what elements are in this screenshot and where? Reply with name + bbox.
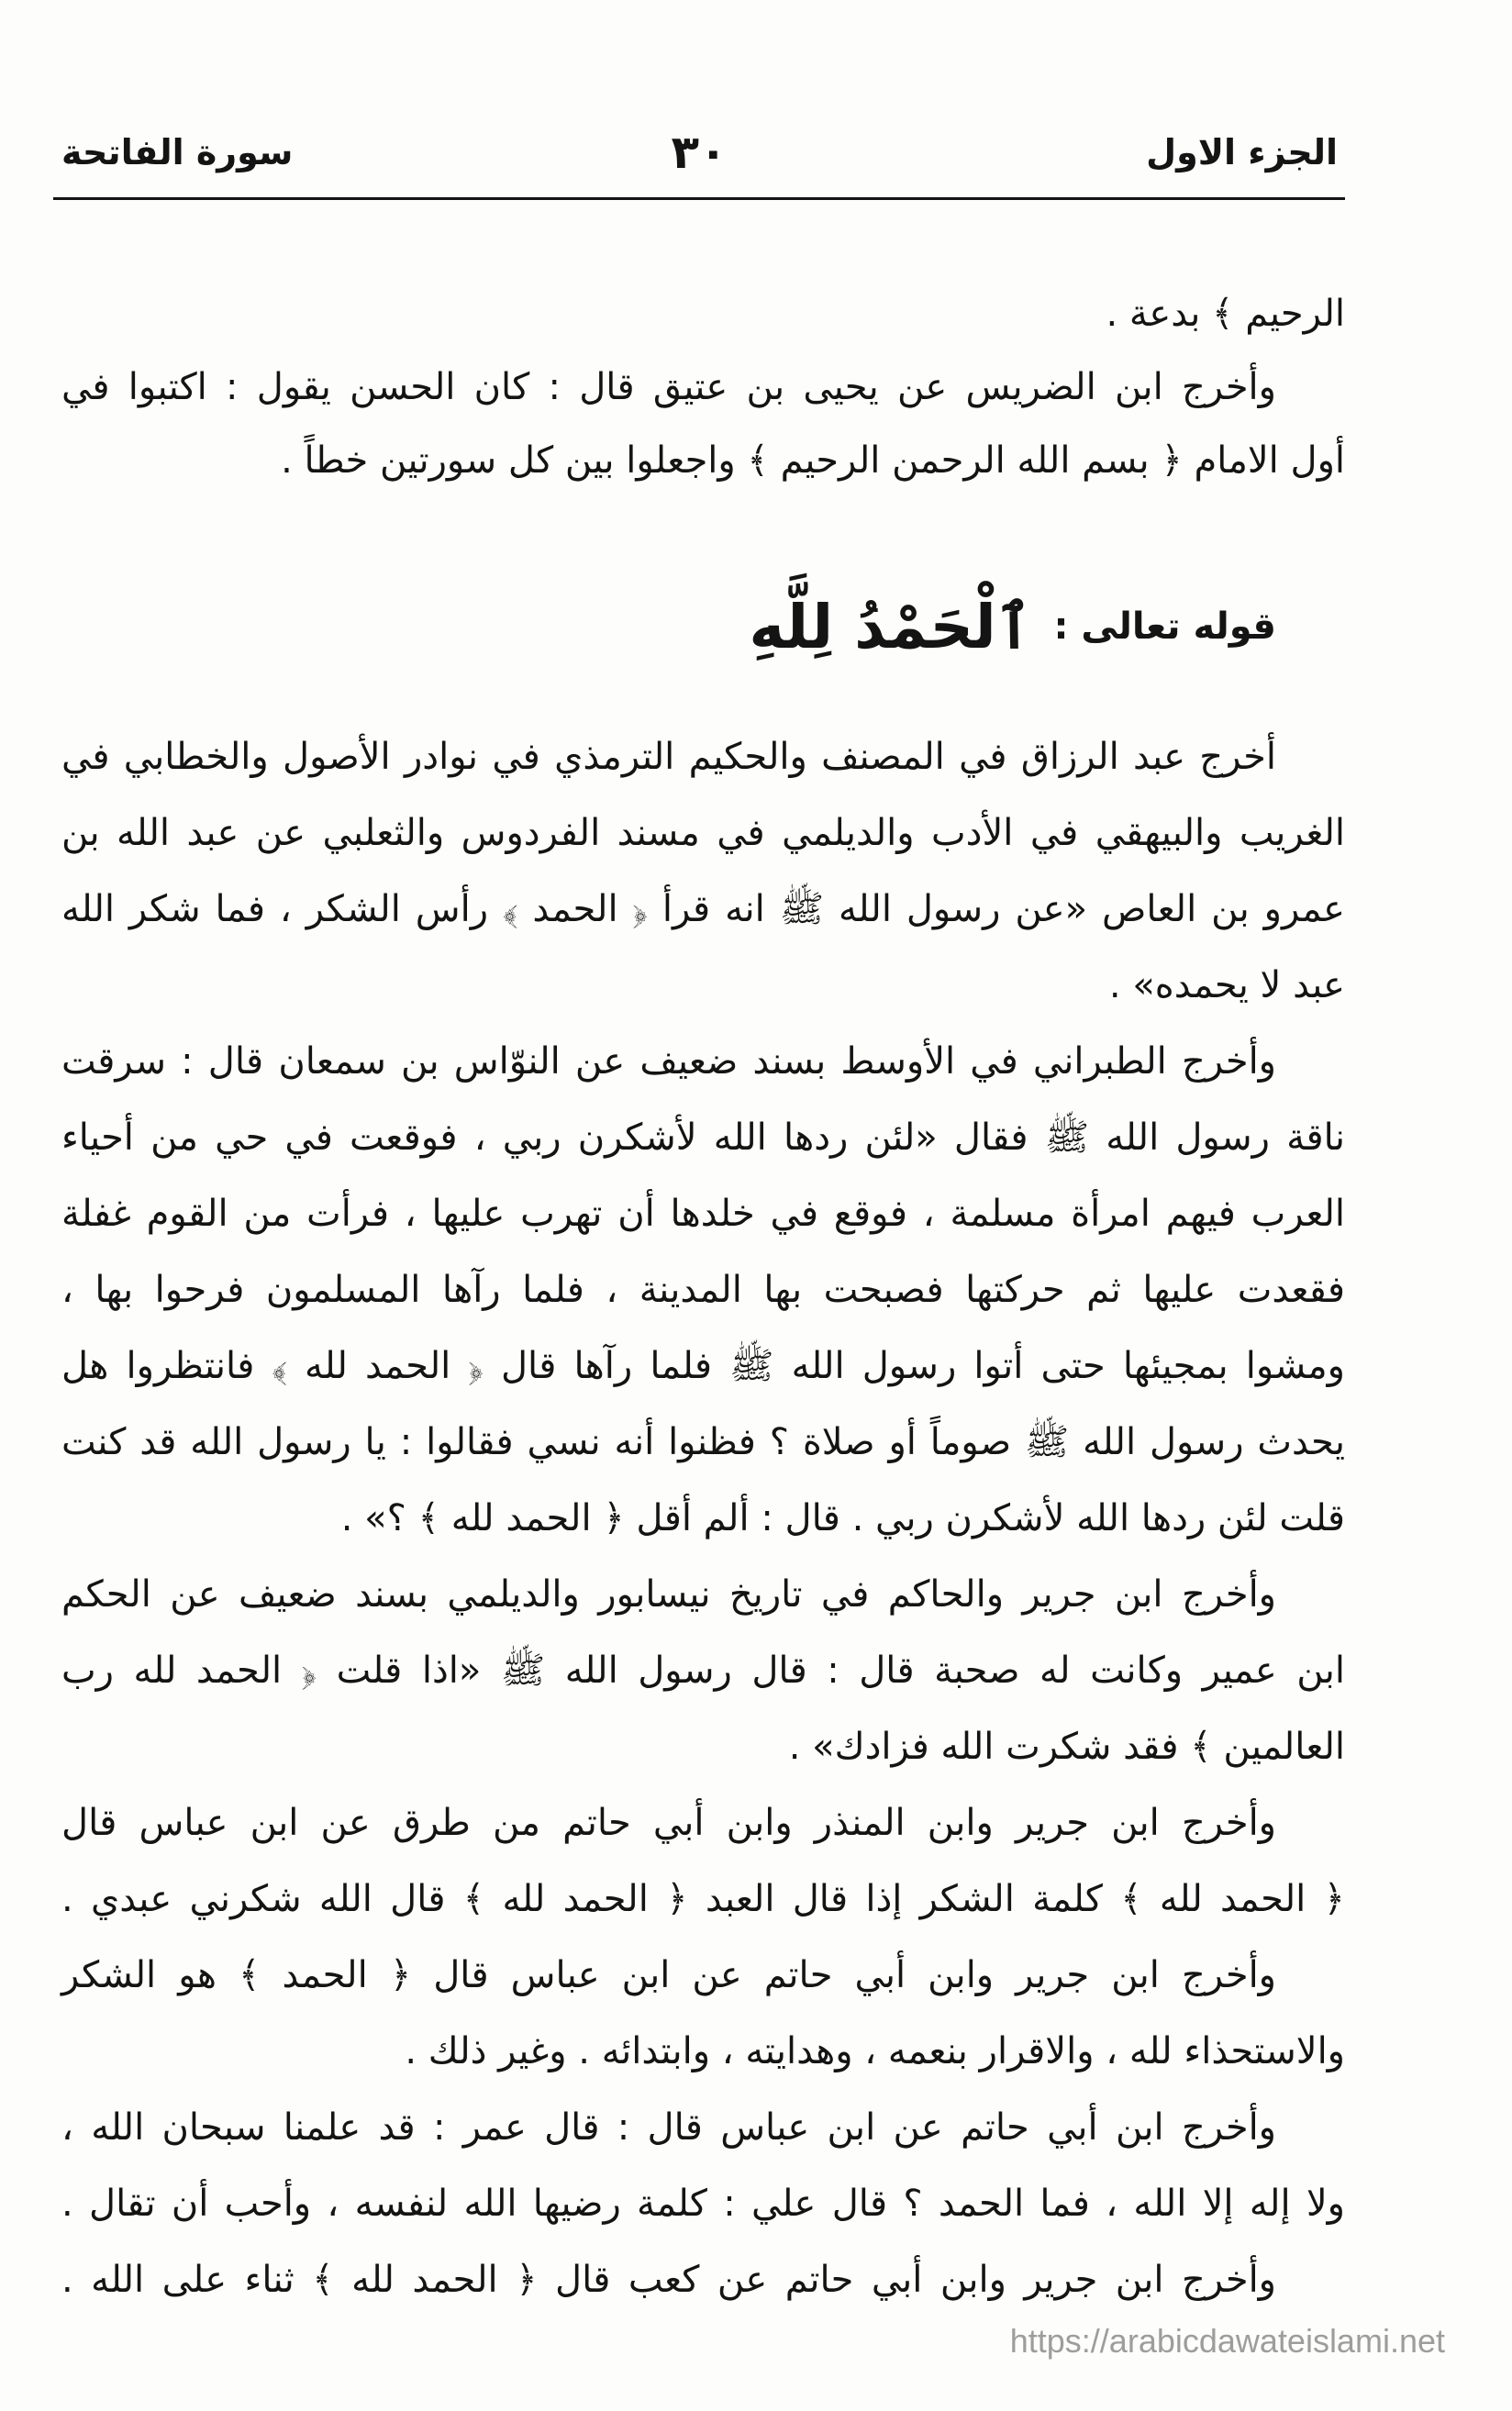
text-line: العرب فيهم امرأة مسلمة ، فوقع في خلدها أن تهرب عليها ، فرأت من القوم غفلة [61, 1193, 1345, 1235]
paragraph [61, 1024, 1345, 1557]
text-line: الرحيم ﴾ بدعة . [1106, 293, 1345, 335]
paragraph [61, 2090, 1345, 2242]
text-line: أول الامام ﴿ بسم الله الرحمن الرحيم ﴾ واجعلوا بين كل سورتين خطاً . [281, 439, 1345, 482]
text-line: ناقة رسول الله ﷺ فقال «لئن ردها الله لأشكرن ربي ، فوقعت في حي من أحياء [61, 1117, 1345, 1159]
text-line: عمرو بن العاص «عن رسول الله ﷺ انه قرأ ﴿ الحمد ﴾ رأس الشكر ، فما شكر الله [61, 888, 1345, 930]
text-line: قلت لئن ردها الله لأشكرن ربي . قال : ألم أقل ﴿ الحمد لله ﴾ ؟» . [340, 1497, 1345, 1539]
section-heading-label: قوله تعالى : [1053, 606, 1276, 648]
text-line: وأخرج ابن الضريس عن يحيى بن عتيق قال : كان الحسن يقول : اكتبوا في [61, 366, 1276, 408]
paragraph [61, 2242, 1345, 2318]
text-line: الغريب والبيهقي في الأدب والديلمي في مسند الفردوس والثعلبي عن عبد الله بن [61, 812, 1345, 854]
section-heading [61, 572, 1345, 682]
text-line: وأخرج ابن جرير والحاكم في تاريخ نيسابور والديلمي بسند ضعيف عن الحكم [61, 1573, 1276, 1616]
text-line: وأخرج ابن جرير وابن أبي حاتم عن ابن عباس قال ﴿ الحمد ﴾ هو الشكر [61, 1954, 1276, 1996]
text-line: وأخرج ابن أبي حاتم عن ابن عباس قال : قال عمر : قد علمنا سبحان الله ، [61, 2106, 1276, 2149]
text-line: ابن عمير وكانت له صحبة قال : قال رسول الله ﷺ «اذا قلت ﴿ الحمد لله رب [61, 1650, 1345, 1692]
text-line: يحدث رسول الله ﷺ صوماً أو صلاة ؟ فظنوا أنه نسي فقالوا : يا رسول الله قد كنت [61, 1421, 1345, 1463]
paragraph [61, 1785, 1345, 1938]
text-line: فقعدت عليها ثم حركتها فصبحت بها المدينة ، فلما رآها المسلمون فرحوا بها ، [61, 1269, 1345, 1311]
text-line: العالمين ﴾ فقد شكرت الله فزادك» . [788, 1726, 1345, 1768]
text-line: أخرج عبد الرزاق في المصنف والحكيم الترمذي في نوادر الأصول والخطابي في [61, 736, 1276, 778]
header-surah-title: سورة الفاتحة [61, 132, 294, 172]
paragraph [61, 1557, 1345, 1785]
text-line: والاستحذاء لله ، والاقرار بنعمه ، وهدايته ، وابتدائه . وغير ذلك . [405, 2030, 1345, 2072]
section-heading-verse: ٱلْحَمْدُ لِلَّهِ [749, 591, 1032, 662]
paragraph [61, 350, 1345, 497]
text-line: وأخرج ابن جرير وابن المنذر وابن أبي حاتم من طرق عن ابن عباس قال [61, 1802, 1276, 1844]
body-text [61, 719, 1345, 2318]
text-line: ومشوا بمجيئها حتى أتوا رسول الله ﷺ فلما رآها قال ﴿ الحمد لله ﴾ فانتظروا هل [61, 1345, 1345, 1387]
intro-text [61, 277, 1345, 497]
paragraph [61, 1938, 1345, 2090]
text-line: وأخرج ابن جرير وابن أبي حاتم عن كعب قال ﴿ الحمد لله ﴾ ثناء على الله . [61, 2259, 1276, 2301]
text-line: ﴿ الحمد لله ﴾ كلمة الشكر إذا قال العبد ﴿ الحمد لله ﴾ قال الله شكرني عبدي . [61, 1878, 1345, 1920]
watermark-url: https://arabicdawateislami.net [1009, 2322, 1445, 2360]
paragraph-continuation [61, 277, 1345, 350]
header-part-label: الجزء الاول [1146, 132, 1338, 172]
text-line: وأخرج الطبراني في الأوسط بسند ضعيف عن النوّاس بن سمعان قال : سرقت [61, 1040, 1276, 1083]
header-rule [53, 197, 1345, 200]
page-number: ٣٠ [671, 126, 728, 179]
text-line: عبد لا يحمده» . [1108, 964, 1345, 1006]
text-line: ولا إله إلا الله ، فما الحمد ؟ قال علي : كلمة رضيها الله لنفسه ، وأحب أن تقال . [61, 2183, 1345, 2225]
paragraph [61, 719, 1345, 1024]
page-header [53, 117, 1345, 187]
